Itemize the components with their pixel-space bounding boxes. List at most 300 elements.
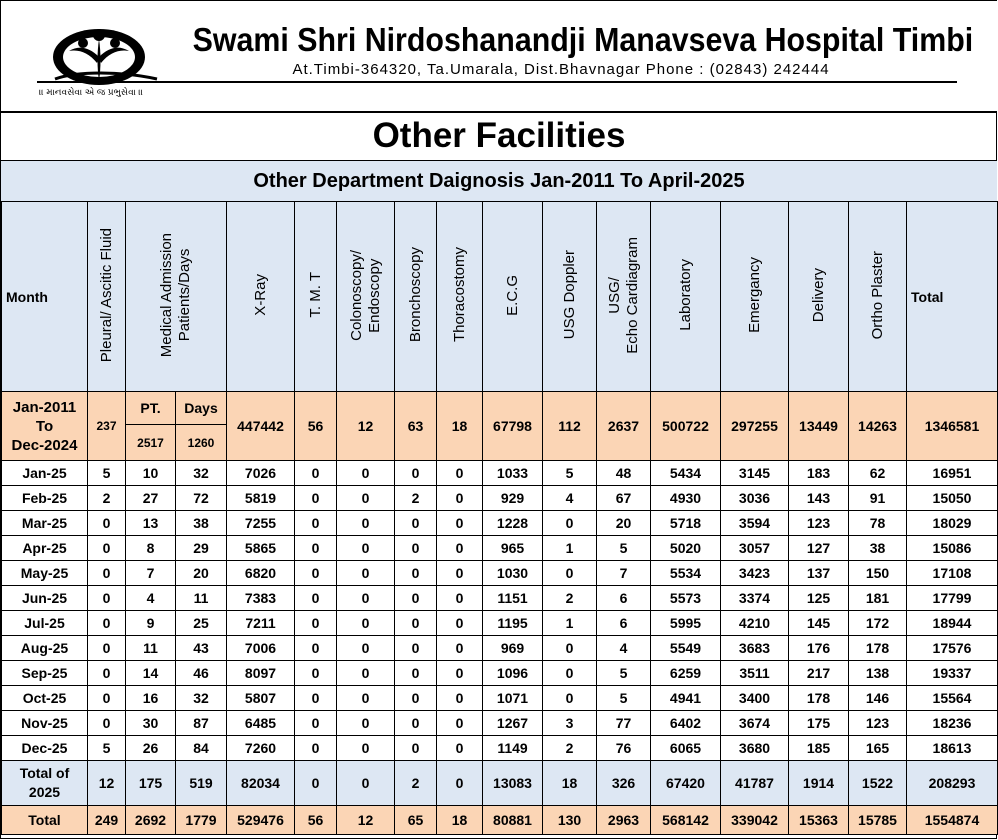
header-tmt xyxy=(295,202,337,392)
cell-tmt: 0 xyxy=(295,736,337,761)
grand-lab: 568142 xyxy=(651,806,721,835)
cell-month: Mar-25 xyxy=(2,511,88,536)
cell-month: Dec-25 xyxy=(2,736,88,761)
cell-colono: 0 xyxy=(337,661,395,686)
cell-colono: 0 xyxy=(337,611,395,636)
previous-broncho: 63 xyxy=(395,392,437,461)
header-xray xyxy=(227,202,295,392)
year-ecg: 13083 xyxy=(483,761,543,806)
subheader-days: Days xyxy=(176,392,227,425)
cell-colono: 0 xyxy=(337,586,395,611)
previous-pt: 2517 xyxy=(126,425,176,461)
grand-pt: 2692 xyxy=(126,806,176,835)
year-total-label xyxy=(2,761,88,806)
header-ortho xyxy=(849,202,907,392)
cell-days: 29 xyxy=(176,536,227,561)
cell-emergency: 3400 xyxy=(721,686,789,711)
header-medical-line2: Patients/Days xyxy=(176,248,193,342)
cell-thoraco: 0 xyxy=(437,586,483,611)
cell-pt: 26 xyxy=(126,736,176,761)
cell-ortho: 138 xyxy=(849,661,907,686)
table-row xyxy=(2,561,998,586)
cell-days: 72 xyxy=(176,486,227,511)
cell-thoraco: 0 xyxy=(437,736,483,761)
table-row xyxy=(2,511,998,536)
table-row xyxy=(2,686,998,711)
cell-emergency: 3036 xyxy=(721,486,789,511)
grand-thoraco: 18 xyxy=(437,806,483,835)
header-usg-doppler xyxy=(543,202,597,392)
grand-ortho: 15785 xyxy=(849,806,907,835)
cell-tmt: 0 xyxy=(295,586,337,611)
diagnosis-table xyxy=(1,201,998,835)
grand-days: 1779 xyxy=(176,806,227,835)
cell-emergency: 3680 xyxy=(721,736,789,761)
grand-xray: 529476 xyxy=(227,806,295,835)
header-thoracostomy-label: Thoracostomy xyxy=(450,247,468,343)
cell-delivery: 183 xyxy=(789,461,849,486)
header-usg-echo-line2: Echo Cardiagram xyxy=(623,236,641,354)
table-row xyxy=(2,736,998,761)
previous-label-line1: Jan-2011 xyxy=(12,398,77,416)
cell-ecg: 929 xyxy=(483,486,543,511)
cell-days: 38 xyxy=(176,511,227,536)
grand-tmt: 56 xyxy=(295,806,337,835)
cell-tmt: 0 xyxy=(295,561,337,586)
grand-total: 1554874 xyxy=(907,806,998,835)
cell-xray: 7260 xyxy=(227,736,295,761)
cell-delivery: 123 xyxy=(789,511,849,536)
cell-broncho: 0 xyxy=(395,536,437,561)
cell-total: 18236 xyxy=(907,711,998,736)
cell-pleural: 0 xyxy=(88,611,126,636)
cell-colono: 0 xyxy=(337,736,395,761)
month-rows xyxy=(2,461,998,761)
previous-delivery: 13449 xyxy=(789,392,849,461)
header-colonoscopy-label xyxy=(348,250,384,341)
cell-pleural: 2 xyxy=(88,486,126,511)
header-usg-echo-label xyxy=(606,237,642,354)
header-medical-admission xyxy=(126,202,227,392)
year-pleural: 12 xyxy=(88,761,126,806)
cell-pleural: 0 xyxy=(88,686,126,711)
cell-month: Apr-25 xyxy=(2,536,88,561)
grand-usg-doppler: 130 xyxy=(543,806,597,835)
cell-ecg: 965 xyxy=(483,536,543,561)
previous-total: 1346581 xyxy=(907,392,998,461)
hospital-header xyxy=(1,1,997,113)
cell-emergency: 3511 xyxy=(721,661,789,686)
cell-thoraco: 0 xyxy=(437,486,483,511)
cell-lab: 4941 xyxy=(651,686,721,711)
cell-usg-echo: 6 xyxy=(597,586,651,611)
cell-pleural: 0 xyxy=(88,561,126,586)
cell-usg-doppler: 2 xyxy=(543,736,597,761)
cell-thoraco: 0 xyxy=(437,461,483,486)
grand-delivery: 15363 xyxy=(789,806,849,835)
table-row xyxy=(2,636,998,661)
page-title: Other Facilities xyxy=(1,112,997,161)
cell-month: Feb-25 xyxy=(2,486,88,511)
cell-lab: 5573 xyxy=(651,586,721,611)
cell-ecg: 1195 xyxy=(483,611,543,636)
header-pleural-label: Pleural/ Ascitic Fluid xyxy=(97,227,115,363)
cell-usg-doppler: 1 xyxy=(543,611,597,636)
cell-days: 32 xyxy=(176,686,227,711)
cell-ortho: 146 xyxy=(849,686,907,711)
cell-xray: 7383 xyxy=(227,586,295,611)
cell-delivery: 178 xyxy=(789,686,849,711)
subheader-pt: PT. xyxy=(126,392,176,425)
cell-total: 17576 xyxy=(907,636,998,661)
year-total: 208293 xyxy=(907,761,998,806)
cell-ortho: 165 xyxy=(849,736,907,761)
cell-usg-echo: 67 xyxy=(597,486,651,511)
previous-label-line3: Dec-2024 xyxy=(11,436,78,454)
year-total-label-line2: 2025 xyxy=(28,784,61,800)
cell-pt: 16 xyxy=(126,686,176,711)
cell-days: 32 xyxy=(176,461,227,486)
cell-ortho: 178 xyxy=(849,636,907,661)
cell-total: 18613 xyxy=(907,736,998,761)
cell-xray: 7026 xyxy=(227,461,295,486)
cell-thoraco: 0 xyxy=(437,611,483,636)
header-delivery-label: Delivery xyxy=(809,267,827,323)
cell-xray: 6485 xyxy=(227,711,295,736)
cell-total: 17799 xyxy=(907,586,998,611)
table-row xyxy=(2,611,998,636)
previous-days: 1260 xyxy=(176,425,227,461)
cell-days: 25 xyxy=(176,611,227,636)
header-xray-label: X-Ray xyxy=(251,274,269,316)
cell-pleural: 5 xyxy=(88,461,126,486)
previous-ortho: 14263 xyxy=(849,392,907,461)
cell-ecg: 1071 xyxy=(483,686,543,711)
previous-period-label xyxy=(2,392,88,461)
header-colonoscopy xyxy=(337,202,395,392)
cell-usg-echo: 20 xyxy=(597,511,651,536)
cell-lab: 6065 xyxy=(651,736,721,761)
header-month: Month xyxy=(2,202,88,392)
header-usg-doppler-label: USG Doppler xyxy=(560,250,578,340)
cell-broncho: 0 xyxy=(395,611,437,636)
previous-usg-echo: 2637 xyxy=(597,392,651,461)
cell-pleural: 0 xyxy=(88,636,126,661)
year-usg-doppler: 18 xyxy=(543,761,597,806)
cell-ecg: 1149 xyxy=(483,736,543,761)
hospital-address: At.Timbi-364320, Ta.Umarala, Dist.Bhavnagar Phone : (02843) 242444 xyxy=(292,61,830,78)
cell-usg-doppler: 0 xyxy=(543,636,597,661)
grand-pleural: 249 xyxy=(88,806,126,835)
cell-ecg: 1030 xyxy=(483,561,543,586)
header-divider xyxy=(37,81,957,83)
table-row xyxy=(2,711,998,736)
table-header-row xyxy=(2,202,998,392)
cell-xray: 7255 xyxy=(227,511,295,536)
cell-pleural: 0 xyxy=(88,586,126,611)
cell-thoraco: 0 xyxy=(437,536,483,561)
cell-delivery: 217 xyxy=(789,661,849,686)
cell-tmt: 0 xyxy=(295,686,337,711)
cell-emergency: 3423 xyxy=(721,561,789,586)
table-row xyxy=(2,586,998,611)
cell-lab: 5718 xyxy=(651,511,721,536)
cell-delivery: 176 xyxy=(789,636,849,661)
cell-xray: 5865 xyxy=(227,536,295,561)
cell-month: May-25 xyxy=(2,561,88,586)
header-colono-line2: Endoscopy xyxy=(365,257,383,333)
year-tmt: 0 xyxy=(295,761,337,806)
cell-broncho: 0 xyxy=(395,561,437,586)
header-delivery xyxy=(789,202,849,392)
cell-usg-doppler: 0 xyxy=(543,686,597,711)
cell-total: 18944 xyxy=(907,611,998,636)
header-medical-admission-label xyxy=(158,233,194,357)
grand-ecg: 80881 xyxy=(483,806,543,835)
cell-month: Aug-25 xyxy=(2,636,88,661)
cell-lab: 5549 xyxy=(651,636,721,661)
cell-ecg: 1151 xyxy=(483,586,543,611)
cell-pleural: 0 xyxy=(88,536,126,561)
cell-total: 17108 xyxy=(907,561,998,586)
cell-colono: 0 xyxy=(337,461,395,486)
cell-total: 18029 xyxy=(907,511,998,536)
cell-usg-doppler: 0 xyxy=(543,661,597,686)
year-usg-echo: 326 xyxy=(597,761,651,806)
cell-lab: 5020 xyxy=(651,536,721,561)
previous-ecg: 67798 xyxy=(483,392,543,461)
cell-broncho: 0 xyxy=(395,736,437,761)
cell-usg-doppler: 4 xyxy=(543,486,597,511)
previous-emergency: 297255 xyxy=(721,392,789,461)
cell-days: 46 xyxy=(176,661,227,686)
cell-ortho: 78 xyxy=(849,511,907,536)
cell-usg-echo: 76 xyxy=(597,736,651,761)
header-pleural xyxy=(88,202,126,392)
cell-pt: 30 xyxy=(126,711,176,736)
table-row xyxy=(2,661,998,686)
cell-tmt: 0 xyxy=(295,661,337,686)
table-row xyxy=(2,461,998,486)
cell-delivery: 137 xyxy=(789,561,849,586)
cell-usg-doppler: 0 xyxy=(543,561,597,586)
year-ortho: 1522 xyxy=(849,761,907,806)
header-ecg xyxy=(483,202,543,392)
cell-lab: 6259 xyxy=(651,661,721,686)
cell-lab: 6402 xyxy=(651,711,721,736)
cell-ecg: 1033 xyxy=(483,461,543,486)
cell-delivery: 175 xyxy=(789,711,849,736)
cell-colono: 0 xyxy=(337,711,395,736)
cell-pt: 9 xyxy=(126,611,176,636)
cell-emergency: 3374 xyxy=(721,586,789,611)
grand-total-label: Total xyxy=(2,806,88,835)
previous-colono: 12 xyxy=(337,392,395,461)
year-pt: 175 xyxy=(126,761,176,806)
year-days: 519 xyxy=(176,761,227,806)
cell-tmt: 0 xyxy=(295,486,337,511)
previous-lab: 500722 xyxy=(651,392,721,461)
report-subtitle: Other Department Daignosis Jan-2011 To April-2025 xyxy=(1,161,997,202)
cell-broncho: 0 xyxy=(395,636,437,661)
grand-usg-echo: 2963 xyxy=(597,806,651,835)
cell-colono: 0 xyxy=(337,686,395,711)
cell-lab: 4930 xyxy=(651,486,721,511)
year-emergency: 41787 xyxy=(721,761,789,806)
cell-usg-echo: 5 xyxy=(597,661,651,686)
year-thoraco: 0 xyxy=(437,761,483,806)
cell-xray: 7006 xyxy=(227,636,295,661)
cell-usg-doppler: 5 xyxy=(543,461,597,486)
cell-month: Nov-25 xyxy=(2,711,88,736)
cell-ortho: 181 xyxy=(849,586,907,611)
cell-pt: 7 xyxy=(126,561,176,586)
header-bronchoscopy-label: Bronchoscopy xyxy=(406,247,424,343)
cell-xray: 6820 xyxy=(227,561,295,586)
cell-month: Jul-25 xyxy=(2,611,88,636)
cell-pt: 8 xyxy=(126,536,176,561)
cell-delivery: 143 xyxy=(789,486,849,511)
cell-broncho: 0 xyxy=(395,511,437,536)
previous-thoraco: 18 xyxy=(437,392,483,461)
cell-pt: 14 xyxy=(126,661,176,686)
hospital-logo xyxy=(47,23,165,87)
cell-emergency: 3057 xyxy=(721,536,789,561)
cell-thoraco: 0 xyxy=(437,636,483,661)
header-laboratory-label: Laboratory xyxy=(676,259,694,331)
cell-days: 11 xyxy=(176,586,227,611)
header-bronchoscopy xyxy=(395,202,437,392)
cell-delivery: 125 xyxy=(789,586,849,611)
cell-delivery: 185 xyxy=(789,736,849,761)
cell-pt: 27 xyxy=(126,486,176,511)
cell-lab: 5434 xyxy=(651,461,721,486)
cell-pt: 13 xyxy=(126,511,176,536)
cell-pleural: 0 xyxy=(88,511,126,536)
header-ecg-label: E.C.G xyxy=(503,274,521,316)
cell-usg-echo: 77 xyxy=(597,711,651,736)
cell-emergency: 3683 xyxy=(721,636,789,661)
hospital-motto: ॥ માનવસેવા એ જ પ્રભુસેવા ॥ xyxy=(39,87,144,97)
cell-total: 15050 xyxy=(907,486,998,511)
cell-usg-echo: 6 xyxy=(597,611,651,636)
cell-broncho: 0 xyxy=(395,586,437,611)
cell-tmt: 0 xyxy=(295,511,337,536)
cell-tmt: 0 xyxy=(295,461,337,486)
cell-usg-doppler: 0 xyxy=(543,511,597,536)
cell-usg-echo: 4 xyxy=(597,636,651,661)
cell-pt: 11 xyxy=(126,636,176,661)
cell-delivery: 127 xyxy=(789,536,849,561)
year-total-label-line1: Total of xyxy=(19,765,70,781)
previous-xray: 447442 xyxy=(227,392,295,461)
grand-colono: 12 xyxy=(337,806,395,835)
cell-days: 43 xyxy=(176,636,227,661)
cell-month: Jun-25 xyxy=(2,586,88,611)
header-laboratory xyxy=(651,202,721,392)
cell-days: 84 xyxy=(176,736,227,761)
cell-colono: 0 xyxy=(337,536,395,561)
cell-lab: 5995 xyxy=(651,611,721,636)
cell-usg-doppler: 2 xyxy=(543,586,597,611)
cell-xray: 8097 xyxy=(227,661,295,686)
cell-ecg: 969 xyxy=(483,636,543,661)
year-delivery: 1914 xyxy=(789,761,849,806)
cell-thoraco: 0 xyxy=(437,686,483,711)
previous-usg-doppler: 112 xyxy=(543,392,597,461)
cell-pt: 10 xyxy=(126,461,176,486)
cell-thoraco: 0 xyxy=(437,711,483,736)
cell-tmt: 0 xyxy=(295,536,337,561)
cell-thoraco: 0 xyxy=(437,661,483,686)
cell-xray: 7211 xyxy=(227,611,295,636)
header-colono-line1: Colonoscopy/ xyxy=(347,249,365,341)
cell-thoraco: 0 xyxy=(437,511,483,536)
cell-month: Jan-25 xyxy=(2,461,88,486)
grand-total-row xyxy=(2,806,998,835)
cell-usg-echo: 48 xyxy=(597,461,651,486)
previous-period-row xyxy=(2,392,998,425)
cell-total: 16951 xyxy=(907,461,998,486)
previous-pleural: 237 xyxy=(88,392,126,461)
cell-usg-echo: 5 xyxy=(597,686,651,711)
cell-ortho: 150 xyxy=(849,561,907,586)
cell-broncho: 0 xyxy=(395,661,437,686)
previous-tmt: 56 xyxy=(295,392,337,461)
grand-broncho: 65 xyxy=(395,806,437,835)
year-lab: 67420 xyxy=(651,761,721,806)
cell-usg-echo: 5 xyxy=(597,536,651,561)
year-broncho: 2 xyxy=(395,761,437,806)
table-row xyxy=(2,536,998,561)
year-total-row xyxy=(2,761,998,806)
table-row xyxy=(2,486,998,511)
cell-month: Sep-25 xyxy=(2,661,88,686)
cell-emergency: 3594 xyxy=(721,511,789,536)
cell-emergency: 3145 xyxy=(721,461,789,486)
cell-pleural: 0 xyxy=(88,711,126,736)
cell-tmt: 0 xyxy=(295,711,337,736)
hospital-name: Swami Shri Nirdoshanandji Manavseva Hospital Timbi xyxy=(192,21,974,58)
cell-broncho: 0 xyxy=(395,711,437,736)
cell-emergency: 3674 xyxy=(721,711,789,736)
cell-month: Oct-25 xyxy=(2,686,88,711)
header-emergency-label: Emergancy xyxy=(745,257,763,333)
grand-emergency: 339042 xyxy=(721,806,789,835)
header-total: Total xyxy=(907,202,998,392)
cell-delivery: 145 xyxy=(789,611,849,636)
cell-days: 87 xyxy=(176,711,227,736)
cell-ortho: 172 xyxy=(849,611,907,636)
cell-days: 20 xyxy=(176,561,227,586)
cell-ortho: 38 xyxy=(849,536,907,561)
cell-ecg: 1228 xyxy=(483,511,543,536)
cell-total: 15086 xyxy=(907,536,998,561)
header-usg-echo xyxy=(597,202,651,392)
cell-broncho: 0 xyxy=(395,686,437,711)
cell-ortho: 123 xyxy=(849,711,907,736)
cell-ecg: 1267 xyxy=(483,711,543,736)
cell-colono: 0 xyxy=(337,561,395,586)
cell-colono: 0 xyxy=(337,636,395,661)
cell-usg-echo: 7 xyxy=(597,561,651,586)
cell-pt: 4 xyxy=(126,586,176,611)
cell-colono: 0 xyxy=(337,486,395,511)
previous-label-line2: To xyxy=(35,417,54,435)
year-colono: 0 xyxy=(337,761,395,806)
cell-xray: 5807 xyxy=(227,686,295,711)
cell-usg-doppler: 1 xyxy=(543,536,597,561)
